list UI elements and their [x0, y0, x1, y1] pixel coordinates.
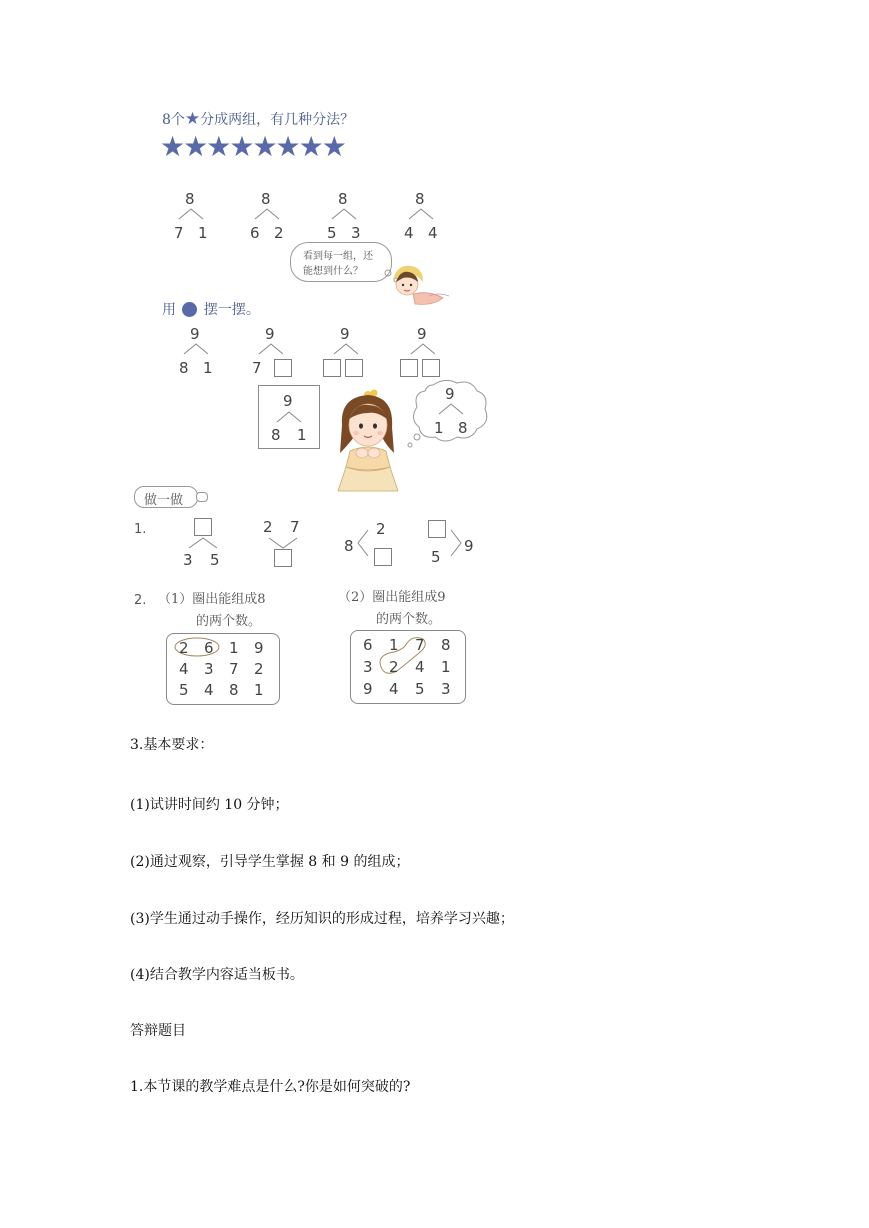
grid1-cell: 1: [254, 681, 264, 699]
thought-split: 9 1 8: [434, 385, 468, 437]
requirement-item: (1)试讲时间约 10 分钟；: [130, 797, 289, 813]
defense-heading: 答辩题目: [130, 1023, 186, 1039]
star-icon: ★: [321, 130, 345, 163]
exercise-1-number: 1.: [134, 522, 147, 537]
counter-icon: [182, 302, 197, 317]
ex2-part1-instruction: （1）圈出能组成8 的两个数。: [158, 592, 266, 629]
ex1-split-d: 5 9: [426, 520, 486, 570]
eight-split-2: 8 6 2: [250, 190, 284, 242]
practice-label: 做一做: [134, 486, 198, 508]
requirement-item: (2)通过观察，引导学生掌握 8 和 9 的组成；: [130, 854, 410, 870]
blank-box: [374, 548, 392, 566]
number-grid-2: [350, 630, 466, 704]
ex1-split-c: 8 2: [342, 520, 398, 570]
textbook-image: [120, 95, 520, 715]
nine-split-3: 9: [323, 325, 367, 380]
number-grid-1: [166, 633, 280, 705]
star-icon: ★: [252, 130, 276, 163]
grid2-cell: 7: [415, 636, 425, 654]
requirements-heading: 3.基本要求：: [130, 737, 214, 753]
grid2-cell: 1: [441, 658, 451, 676]
framed-split: 9 8 1: [258, 385, 320, 449]
star-question: 8个★分成两组，有几种分法？: [162, 109, 355, 129]
star-icon: ★: [160, 130, 184, 163]
blank-box: [274, 359, 292, 377]
arrange-instruction: 用 摆一摆。: [162, 302, 260, 318]
requirement-item: (4)结合教学内容适当板书。: [130, 967, 304, 983]
grid1-cell: 4: [204, 681, 214, 699]
grid2-cell: 3: [441, 680, 451, 698]
ex2-part2-instruction: （2）圈出能组成9 的两个数。: [338, 590, 446, 627]
grid1-cell: 1: [229, 639, 239, 657]
eight-split-1: 8 7 1: [174, 190, 208, 242]
grid1-cell: 6: [204, 639, 214, 657]
star-icon: ★: [184, 109, 201, 129]
star-icon: ★: [183, 130, 207, 163]
grid2-cell: 4: [415, 658, 425, 676]
star-icon: ★: [206, 130, 230, 163]
grid1-cell: 8: [229, 681, 239, 699]
blank-box: [194, 518, 212, 536]
grid2-cell: 3: [363, 658, 373, 676]
grid2-cell: 8: [441, 636, 451, 654]
speech-bubble: 看到每一组，还 能想到什么？: [290, 242, 392, 282]
star-row: [160, 130, 345, 163]
nine-split-2: 9 7: [250, 325, 294, 380]
blank-box: [422, 359, 440, 377]
requirement-item: (3)学生通过动手操作，经历知识的形成过程，培养学习兴趣；: [130, 911, 514, 927]
ex1-split-a: 3 5: [180, 518, 230, 568]
ex1-split-b: 2 7: [260, 518, 310, 568]
girl-illustration-small: [385, 260, 455, 310]
girl-illustration-large: [328, 385, 408, 495]
grid2-cell: 5: [415, 680, 425, 698]
blank-box: [345, 359, 363, 377]
eight-split-3: 8 5 3: [327, 190, 361, 242]
blank-box: [400, 359, 418, 377]
nine-split-1: 9 8 1: [179, 325, 213, 377]
grid1-cell: 2: [179, 639, 189, 657]
blank-box: [274, 549, 292, 567]
grid2-cell: 6: [363, 636, 373, 654]
grid1-cell: 4: [179, 660, 189, 678]
grid1-cell: 2: [254, 660, 264, 678]
nine-split-4: 9: [400, 325, 444, 380]
grid1-cell: 9: [254, 639, 264, 657]
blank-box: [323, 359, 341, 377]
grid2-cell: 2: [389, 658, 399, 676]
defense-question: 1.本节课的教学难点是什么?你是如何突破的?: [130, 1079, 411, 1095]
practice-label-tab: [196, 492, 208, 502]
blank-box: [428, 520, 446, 538]
star-icon: ★: [298, 130, 322, 163]
eight-split-4: 8 4 4: [404, 190, 438, 242]
star-icon: ★: [229, 130, 253, 163]
grid1-cell: 7: [229, 660, 239, 678]
grid2-cell: 9: [363, 680, 373, 698]
grid1-cell: 3: [204, 660, 214, 678]
grid2-cell: 1: [389, 636, 399, 654]
grid2-cell: 4: [389, 680, 399, 698]
grid1-cell: 5: [179, 681, 189, 699]
star-icon: ★: [275, 130, 299, 163]
exercise-2-number: 2.: [134, 593, 147, 608]
